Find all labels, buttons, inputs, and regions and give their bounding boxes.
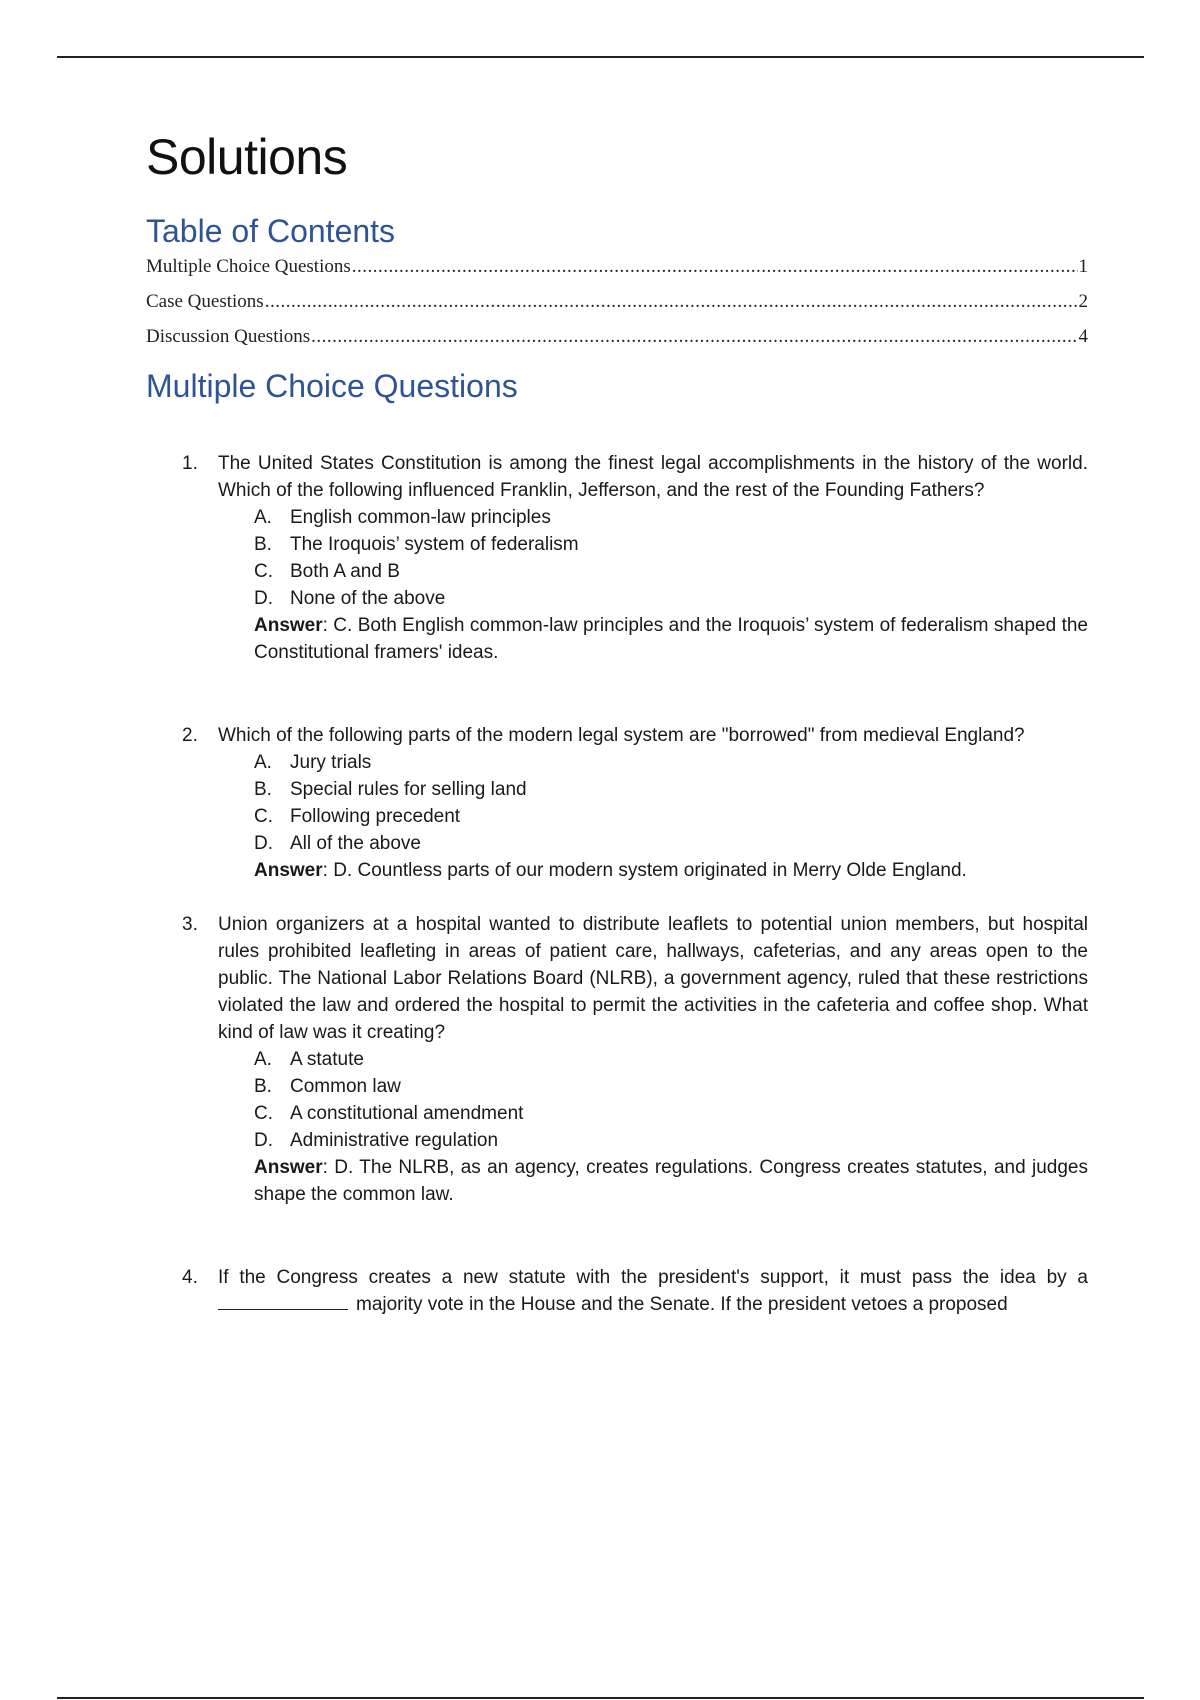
option-d (254, 585, 1088, 612)
option-letter: B. (254, 533, 272, 555)
question-3 (146, 911, 1088, 1208)
toc-entry-page: 4 (1078, 326, 1088, 348)
answer-text: : D. Countless parts of our modern system originated in Merry Olde England. (322, 859, 967, 881)
option-c (254, 1100, 1088, 1127)
question-list (146, 450, 1088, 1318)
option-b (254, 1073, 1088, 1100)
question-text: Union organizers at a hospital wanted to distribute leaflets to potential union members, but hospital rules prohibited leafleting in areas of patient care, hallways, cafeterias, and any areas open to the public. The National Labor Relations Board (NLRB), a government agency, ruled that these restrictions violated the law and ordered the hospital to permit the activities in the cafeteria and coffee shop. What kind of law was it creating? (218, 913, 1088, 1043)
option-letter: C. (254, 1102, 273, 1124)
toc-entry-discussion-questions[interactable] (146, 326, 1088, 361)
option-text: Jury trials (290, 751, 372, 773)
question-number: 4. (182, 1266, 198, 1288)
option-a (254, 504, 1088, 531)
answer (254, 1154, 1088, 1208)
bottom-rule (57, 1697, 1144, 1699)
answer (254, 612, 1088, 666)
toc-entry-label: Case Questions (146, 291, 264, 313)
top-rule (57, 56, 1144, 58)
fill-in-blank (218, 1291, 348, 1310)
toc-entry-label: Multiple Choice Questions (146, 256, 351, 278)
answer-label: Answer (254, 614, 323, 636)
answer-text: : C. Both English common-law principles and the Iroquois’ system of federalism shaped the Constitutional framers' ideas. (254, 614, 1088, 663)
toc-entry-page: 1 (1078, 256, 1088, 278)
toc-leader-dots (352, 256, 1078, 278)
question-number: 1. (182, 452, 198, 474)
option-letter: C. (254, 560, 273, 582)
question-4 (146, 1264, 1088, 1318)
option-text: Both A and B (290, 560, 400, 582)
option-a (254, 749, 1088, 776)
answer-text: : D. The NLRB, as an agency, creates regulations. Congress creates statutes, and judges shape the common law. (254, 1156, 1088, 1205)
question-text: Which of the following parts of the modern legal system are "borrowed" from medieval England? (218, 724, 1025, 746)
toc-entry-label: Discussion Questions (146, 326, 311, 348)
option-text: The Iroquois’ system of federalism (290, 533, 579, 555)
question-number: 3. (182, 913, 198, 935)
toc-leader-dots (265, 291, 1078, 313)
section-heading-multiple-choice: Multiple Choice Questions (146, 368, 518, 405)
option-letter: B. (254, 1075, 272, 1097)
question-1 (146, 450, 1088, 666)
option-text: All of the above (290, 832, 421, 854)
toc-entry-case-questions[interactable] (146, 291, 1088, 326)
toc-heading: Table of Contents (146, 213, 396, 249)
option-text: A constitutional amendment (290, 1102, 524, 1124)
option-text: Administrative regulation (290, 1129, 499, 1151)
question-number: 2. (182, 724, 198, 746)
option-text: English common-law principles (290, 506, 551, 528)
question-text: The United States Constitution is among the finest legal accomplishments in the history of the world. Which of the following influenced Franklin, Jefferson, and the rest of the Founding Fathers? (218, 452, 1088, 501)
answer-label: Answer (254, 1156, 323, 1178)
option-letter: D. (254, 587, 273, 609)
option-letter: B. (254, 778, 272, 800)
question-2 (146, 722, 1088, 884)
answer-label: Answer (254, 859, 323, 881)
option-text: A statute (290, 1048, 364, 1070)
table-of-contents (146, 256, 1088, 361)
option-list (254, 1046, 1088, 1154)
option-letter: A. (254, 506, 272, 528)
option-text: Special rules for selling land (290, 778, 527, 800)
toc-leader-dots (311, 326, 1077, 348)
option-letter: C. (254, 805, 273, 827)
option-b (254, 776, 1088, 803)
answer (254, 857, 1088, 884)
option-d (254, 1127, 1088, 1154)
toc-entry-page: 2 (1078, 291, 1088, 313)
option-letter: D. (254, 832, 273, 854)
option-text: Following precedent (290, 805, 461, 827)
option-list (254, 749, 1088, 857)
option-b (254, 531, 1088, 558)
option-letter: D. (254, 1129, 273, 1151)
option-letter: A. (254, 1048, 272, 1070)
option-a (254, 1046, 1088, 1073)
toc-entry-multiple-choice[interactable] (146, 256, 1088, 291)
option-d (254, 830, 1088, 857)
option-text: None of the above (290, 587, 446, 609)
question-text: If the Congress creates a new statute with the president's support, it must pass the idea by a majority vote in the House and the Senate. If the president vetoes a proposed (218, 1266, 1088, 1315)
option-text: Common law (290, 1075, 401, 1097)
document-page (146, 130, 1088, 1318)
option-c (254, 803, 1088, 830)
option-letter: A. (254, 751, 272, 773)
document-title: Solutions (146, 129, 348, 185)
option-list (254, 504, 1088, 612)
option-c (254, 558, 1088, 585)
